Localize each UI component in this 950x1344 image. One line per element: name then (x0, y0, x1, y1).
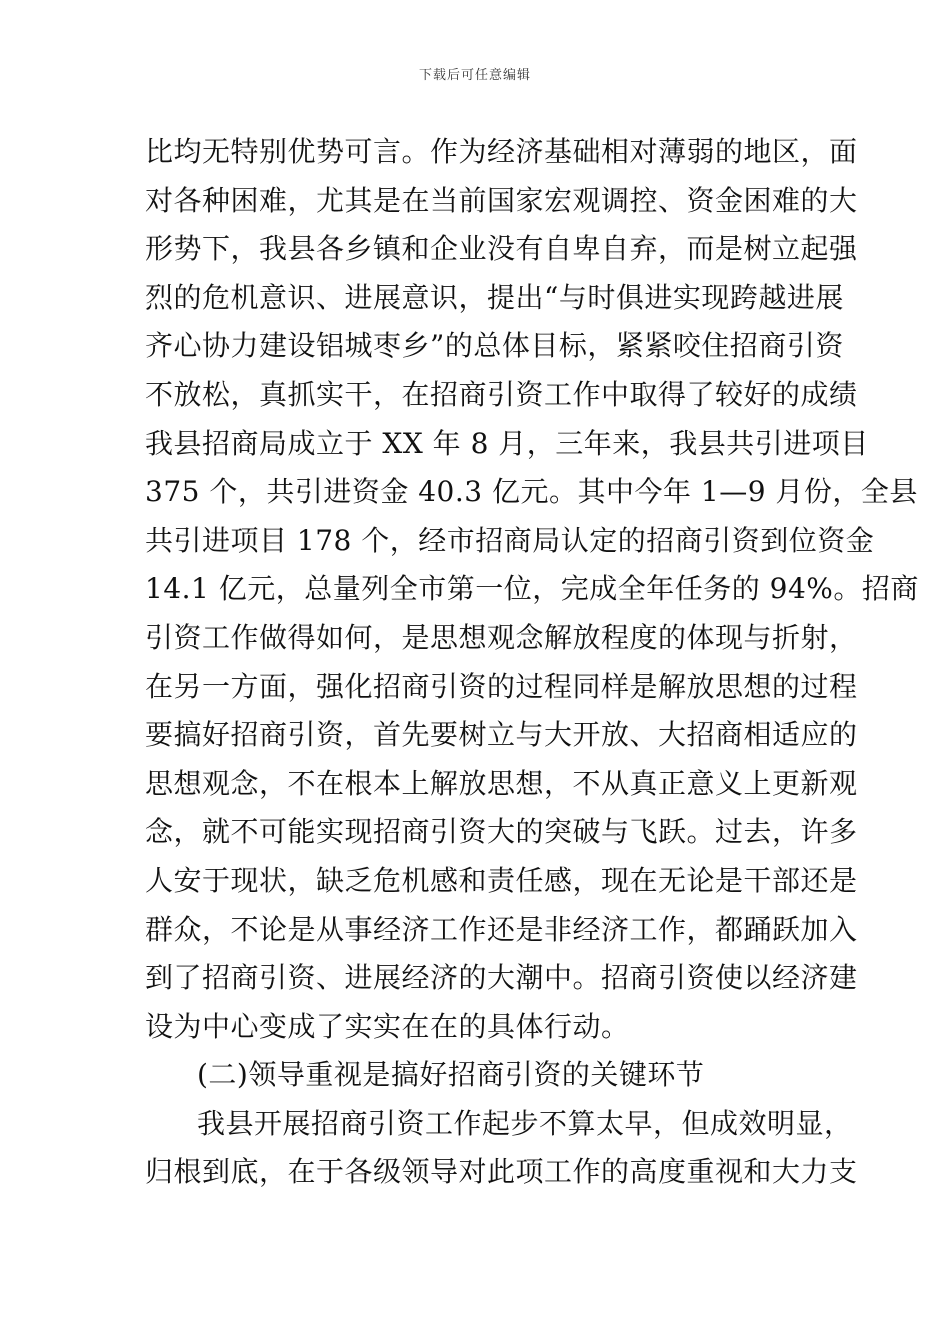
paragraph-first-line: 我县开展招商引资工作起步不算太早，但成效明显， (197, 1106, 853, 1140)
body-line: 对各种困难，尤其是在当前国家宏观调控、资金困难的大 (145, 183, 858, 217)
body-line: 引资工作做得如何，是思想观念解放程度的体现与折射， (145, 620, 858, 654)
document-body (145, 128, 919, 1197)
body-line: 不放松，真抓实干，在招商引资工作中取得了较好的成绩 (145, 377, 858, 411)
body-line: 思想观念，不在根本上解放思想，不从真正意义上更新观 (145, 766, 858, 800)
body-line: 14.1 亿元，总量列全市第一位，完成全年任务的 94%。招商 (145, 572, 919, 606)
section-heading: (二)领导重视是搞好招商引资的关键环节 (197, 1058, 705, 1092)
body-line: 我县招商局成立于 XX 年 8 月，三年来，我县共引进项目 (145, 426, 869, 460)
body-line: 归根到底，在于各级领导对此项工作的高度重视和大力支 (145, 1155, 858, 1189)
body-line: 共引进项目 178 个，经市招商局认定的招商引资到位资金 (145, 523, 875, 557)
body-line: 设为中心变成了实实在在的具体行动。 (145, 1009, 630, 1043)
body-line: 在另一方面，强化招商引资的过程同样是解放思想的过程 (145, 669, 858, 703)
body-line: 群众，不论是从事经济工作还是非经济工作，都踊跃加入 (145, 912, 858, 946)
body-line: 齐心协力建设铝城枣乡”的总体目标，紧紧咬住招商引资 (145, 329, 844, 363)
body-line: 375 个，共引进资金 40.3 亿元。其中今年 1—9 月份，全县 (145, 475, 918, 509)
body-line: 人安于现状，缺乏危机感和责任感，现在无论是干部还是 (145, 863, 858, 897)
body-line: 到了招商引资、进展经济的大潮中。招商引资使以经济建 (145, 961, 858, 995)
body-line: 形势下，我县各乡镇和企业没有自卑自弃，而是树立起强 (145, 232, 858, 266)
body-line: 要搞好招商引资，首先要树立与大开放、大招商相适应的 (145, 718, 858, 752)
body-line: 烈的危机意识、进展意识，提出“与时俱进实现跨越进展 (145, 280, 844, 314)
body-line: 念，就不可能实现招商引资大的突破与飞跃。过去，许多 (145, 815, 858, 849)
page-header: 下载后可任意编辑 (418, 68, 531, 83)
body-line: 比均无特别优势可言。作为经济基础相对薄弱的地区，面 (145, 135, 858, 168)
